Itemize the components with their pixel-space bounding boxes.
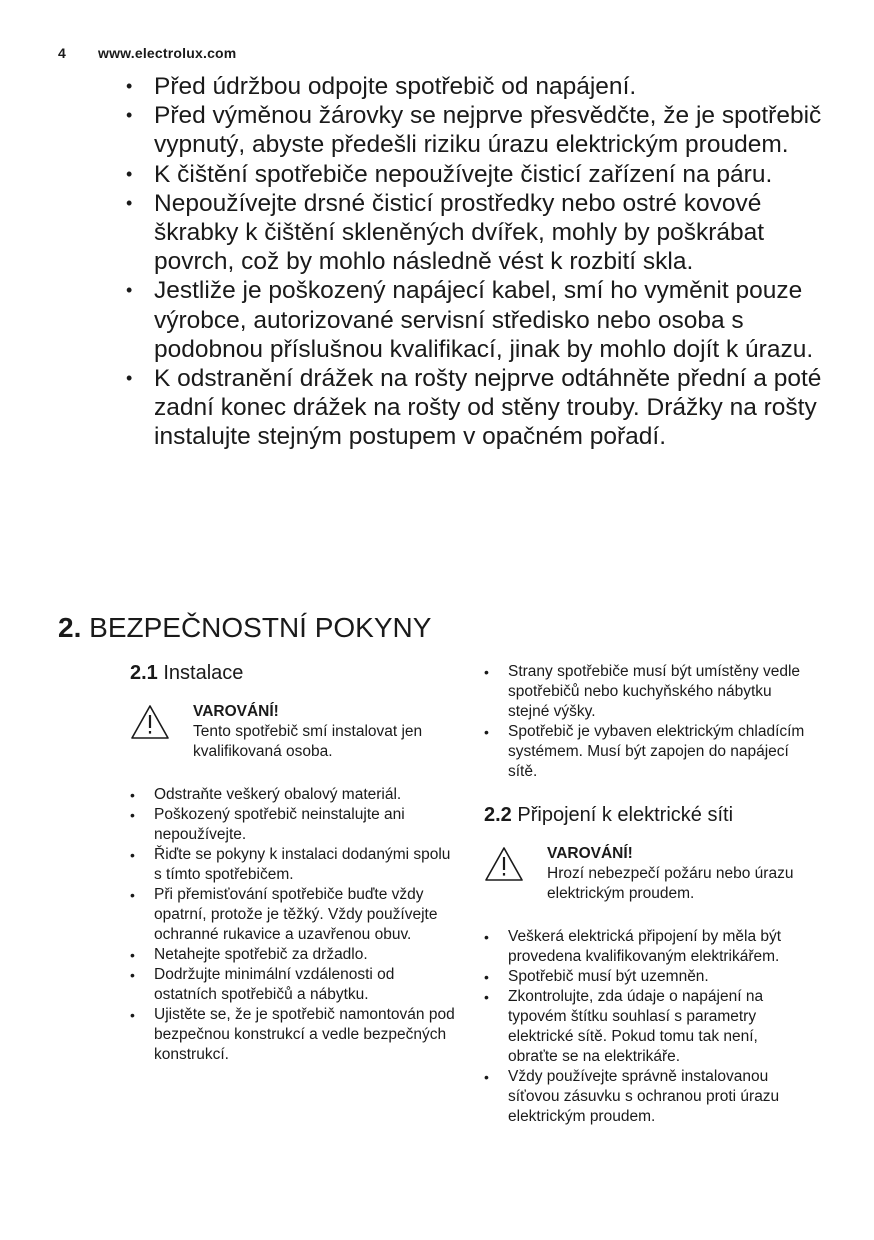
list-item: • Poškozený spotřebič neinstalujte ani nepoužívejte. bbox=[130, 805, 455, 845]
subsection-heading-installation bbox=[130, 662, 455, 685]
list-item: • Před údržbou odpojte spotřebič od napájení. bbox=[126, 72, 826, 101]
warning-title: VAROVÁNÍ! bbox=[193, 703, 279, 720]
list-item: • K odstranění drážek na rošty nejprve odtáhněte přední a poté zadní konec drážek na rošty od stěny trouby. Drážky na rošty instalujte stejným postupem v opačném pořadí. bbox=[126, 364, 826, 452]
warning-text: Hrozí nebezpečí požáru nebo úrazu elektrickým proudem. bbox=[547, 865, 794, 902]
subsection-heading-electrical bbox=[484, 804, 809, 827]
list-item: • Strany spotřebiče musí být umístěny vedle spotřebičů nebo kuchyňského nábytku stejné výšky. bbox=[484, 662, 809, 722]
subsection-title: Připojení k elektrické síti bbox=[517, 804, 734, 826]
warning-text: Tento spotřebič smí instalovat jen kvalifikovaná osoba. bbox=[193, 723, 423, 760]
page-header bbox=[58, 45, 236, 61]
installation-list bbox=[130, 785, 455, 1065]
list-item: • K čištění spotřebiče nepoužívejte čisticí zařízení na páru. bbox=[126, 160, 826, 189]
list-item: • Odstraňte veškerý obalový materiál. bbox=[130, 785, 455, 805]
left-column bbox=[130, 662, 455, 1065]
warning-triangle-icon bbox=[130, 702, 193, 762]
section-number: 2. bbox=[58, 612, 82, 643]
list-item: • Před výměnou žárovky se nejprve přesvědčte, že je spotřebič vypnutý, abyste předešli riziku úrazu elektrickým proudem. bbox=[126, 101, 826, 159]
list-item: • Netahejte spotřebič za držadlo. bbox=[130, 945, 455, 965]
list-item: • Dodržujte minimální vzdálenosti od ostatních spotřebičů a nábytku. bbox=[130, 965, 455, 1005]
subsection-title: Instalace bbox=[163, 662, 244, 684]
installation-list-continued bbox=[484, 662, 809, 782]
right-column bbox=[484, 662, 809, 1127]
warning-box bbox=[130, 702, 455, 762]
list-item: • Při přemisťování spotřebiče buďte vždy opatrní, protože je těžký. Vždy používejte ochranné rukavice a uzavřenou obuv. bbox=[130, 885, 455, 945]
warning-triangle-icon bbox=[484, 844, 547, 904]
list-item: • Spotřebič musí být uzemněn. bbox=[484, 967, 809, 987]
list-item: • Nepoužívejte drsné čisticí prostředky nebo ostré kovové škrabky k čištění skleněných dvířek, mohly by poškrábat povrch, což by mohlo následně vést k rozbití skla. bbox=[126, 189, 826, 277]
subsection-number: 2.2 bbox=[484, 804, 512, 826]
list-item: • Spotřebič je vybaven elektrickým chladícím systémem. Musí být zapojen do napájecí sítě. bbox=[484, 722, 809, 782]
list-item: • Ujistěte se, že je spotřebič namontován pod bezpečnou konstrukcí a vedle bezpečných konstrukcí. bbox=[130, 1005, 455, 1065]
warning-title: VAROVÁNÍ! bbox=[547, 845, 633, 862]
list-item: • Veškerá elektrická připojení by měla být provedena kvalifikovaným elektrikářem. bbox=[484, 927, 809, 967]
list-item: • Zkontrolujte, zda údaje o napájení na typovém štítku souhlasí s parametry elektrické sítě. Pokud tomu tak není, obraťte se na elektrikáře. bbox=[484, 987, 809, 1067]
list-item: • Vždy používejte správně instalovanou síťovou zásuvku s ochranou proti úrazu elektrickým proudem. bbox=[484, 1067, 809, 1127]
subsection-number: 2.1 bbox=[130, 662, 158, 684]
section-heading bbox=[58, 612, 431, 644]
warning-box bbox=[484, 844, 809, 904]
maintenance-safety-list bbox=[126, 72, 826, 452]
page-number: 4 bbox=[58, 45, 66, 61]
list-item: • Jestliže je poškozený napájecí kabel, smí ho vyměnit pouze výrobce, autorizované servisní středisko nebo osoba s podobnou příslušnou kvalifikací, jinak by mohlo dojít k úrazu. bbox=[126, 276, 826, 364]
list-item: • Řiďte se pokyny k instalaci dodanými spolu s tímto spotřebičem. bbox=[130, 845, 455, 885]
electrical-list bbox=[484, 927, 809, 1127]
section-title: BEZPEČNOSTNÍ POKYNY bbox=[89, 612, 432, 643]
website-link[interactable]: www.electrolux.com bbox=[98, 45, 237, 61]
